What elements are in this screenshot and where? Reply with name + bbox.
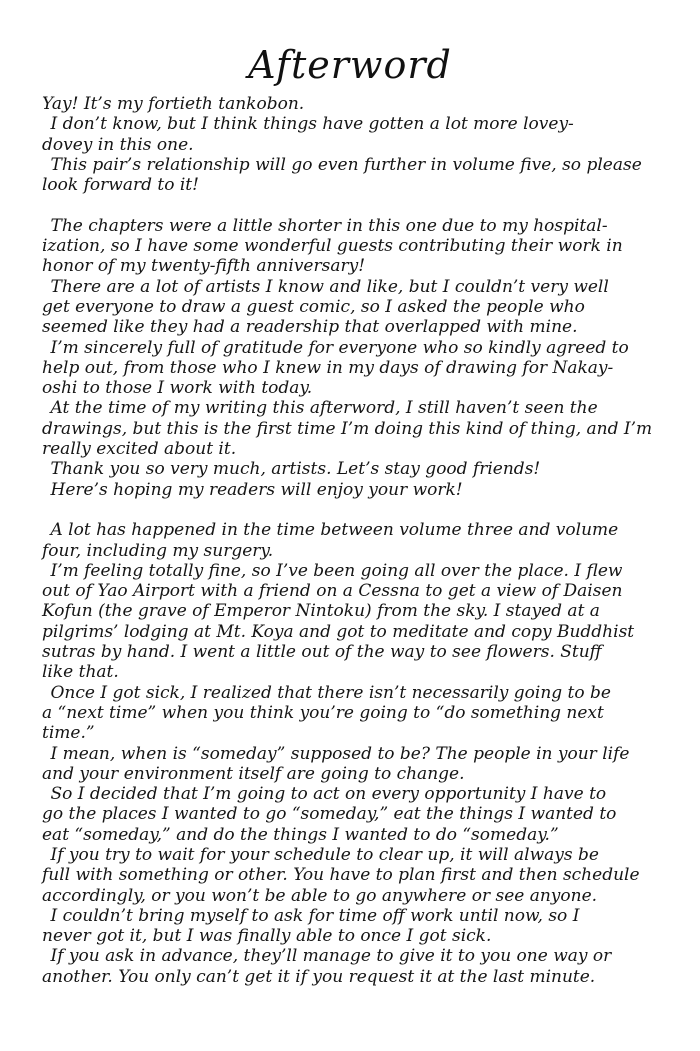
- paragraph: [42, 216, 664, 500]
- text-line: Thank you so very much, artists. Let’s stay good friends!: [42, 459, 541, 480]
- text-line: never got it, but I was finally able to once I got sick.: [42, 926, 492, 947]
- paragraph: [42, 94, 664, 195]
- text-line: eat “someday,” and do the things I wanted to do “someday.”: [42, 824, 559, 845]
- text-line: If you ask in advance, they’ll manage to give it to you one way or: [42, 946, 612, 967]
- text-line: I don’t know, but I think things have gotten a lot more lovey-: [42, 114, 574, 135]
- text-line: get everyone to draw a guest comic, so I asked the people who: [42, 296, 585, 317]
- text-line: help out, from those who I knew in my days of drawing for Nakay-: [42, 357, 614, 378]
- text-line: Here’s hoping my readers will enjoy your work!: [42, 479, 463, 500]
- text-line: and your environment itself are going to change.: [42, 763, 465, 784]
- text-line: So I decided that I’m going to act on every opportunity I have to: [42, 784, 607, 805]
- text-line: dovey in this one.: [42, 134, 194, 155]
- text-line: oshi to those I work with today.: [42, 378, 313, 399]
- paragraph: [42, 520, 664, 987]
- text-line: I couldn’t bring myself to ask for time off work until now, so I: [42, 905, 580, 926]
- text-line: I’m feeling totally fine, so I’ve been going all over the place. I flew: [42, 560, 623, 581]
- text-line: another. You only can’t get it if you request it at the last minute.: [42, 966, 596, 987]
- text-line: sutras by hand. I went a little out of the way to see flowers. Stuff: [42, 642, 602, 663]
- page-title: Afterword: [248, 43, 452, 87]
- text-line: drawings, but this is the first time I’m doing this kind of thing, and I’m: [42, 418, 653, 439]
- text-line: Once I got sick, I realized that there isn’t necessarily going to be: [42, 682, 611, 703]
- text-line: look forward to it!: [42, 175, 199, 196]
- text-line: There are a lot of artists I know and like, but I couldn’t very well: [42, 276, 609, 297]
- text-line: Kofun (the grave of Emperor Nintoku) from the sky. I stayed at a: [42, 601, 600, 622]
- paragraph-gap: [42, 500, 664, 520]
- text-line: I mean, when is “someday” supposed to be? The people in your life: [42, 743, 630, 764]
- text-line: ization, so I have some wonderful guests contributing their work in: [42, 236, 623, 257]
- text-line: a “next time” when you think you’re going to “do something next: [42, 702, 604, 723]
- paragraph-gap: [42, 195, 664, 215]
- text-line: pilgrims’ lodging at Mt. Koya and got to meditate and copy Buddhist: [42, 621, 635, 642]
- text-line: The chapters were a little shorter in this one due to my hospital-: [42, 215, 608, 236]
- text-line: go the places I wanted to go “someday,” eat the things I wanted to: [42, 804, 617, 825]
- text-line: If you try to wait for your schedule to clear up, it will always be: [42, 844, 599, 865]
- text-line: accordingly, or you won’t be able to go anywhere or see anyone.: [42, 885, 598, 906]
- text-line: out of Yao Airport with a friend on a Cessna to get a view of Daisen: [42, 581, 623, 602]
- text-line: seemed like they had a readership that overlapped with mine.: [42, 317, 578, 338]
- afterword-body: [42, 94, 664, 987]
- text-line: really excited about it.: [42, 439, 237, 460]
- text-line: I’m sincerely full of gratitude for everyone who so kindly agreed to: [42, 337, 629, 358]
- text-line: four, including my surgery.: [42, 540, 274, 561]
- text-line: Yay! It’s my fortieth tankobon.: [42, 94, 305, 114]
- text-line: honor of my twenty-fifth anniversary!: [42, 256, 366, 277]
- text-line: A lot has happened in the time between volume three and volume: [42, 520, 619, 541]
- text-line: At the time of my writing this afterword, I still haven’t seen the: [42, 398, 598, 419]
- text-line: time.”: [42, 723, 95, 744]
- text-line: like that.: [42, 662, 119, 683]
- text-line: This pair’s relationship will go even further in volume five, so please: [42, 154, 642, 175]
- text-line: full with something or other. You have to plan first and then schedule: [42, 865, 640, 886]
